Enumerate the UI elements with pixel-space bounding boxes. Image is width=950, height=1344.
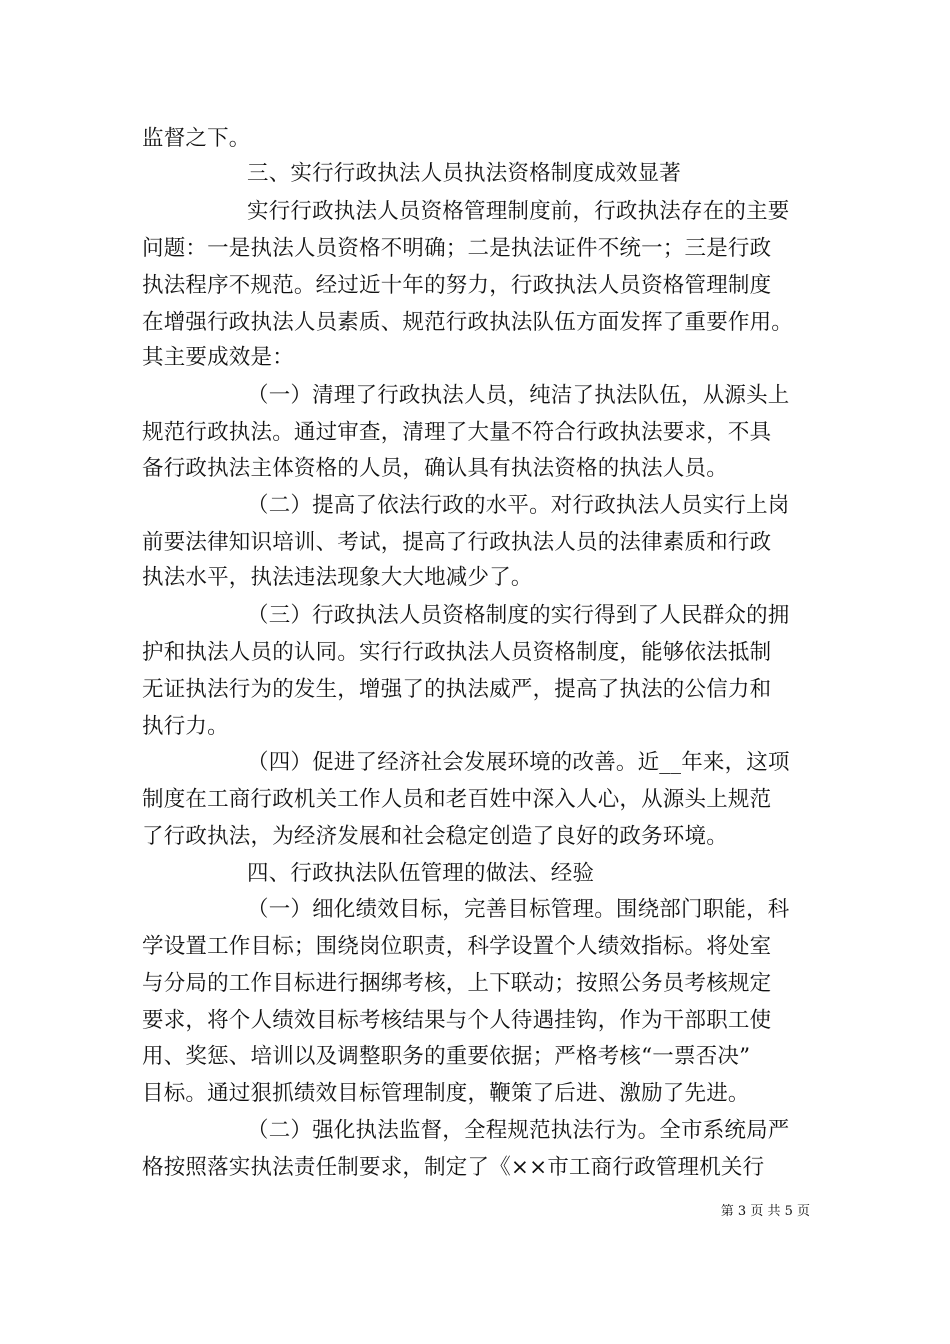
text-line: 前要法律知识培训、考试，提高了行政执法人员的法律素质和行政 — [142, 530, 772, 555]
text-line: 执行力。 — [142, 714, 229, 739]
text-line: 制度在工商行政机关工作人员和老百姓中深入人心，从源头上规范 — [142, 787, 772, 812]
text-line: （二）提高了依法行政的水平。对行政执法人员实行上岗 — [247, 493, 790, 518]
text-line: 护和执法人员的认同。实行行政执法人员资格制度，能够依法抵制 — [142, 640, 772, 665]
text-line: 执法水平，执法违法现象大大地减少了。 — [142, 565, 533, 590]
text-line: 格按照落实执法责任制要求，制定了《××市工商行政管理机关行 — [142, 1155, 765, 1180]
text-line: 用、奖惩、培训以及调整职务的重要依据；严格考核“一票否决” — [142, 1044, 751, 1069]
text-line: 要求，将个人绩效目标考核结果与个人待遇挂钩，作为干部职工使 — [142, 1008, 772, 1033]
text-line: 学设置工作目标；围绕岗位职责，科学设置个人绩效指标。将处室 — [142, 934, 772, 959]
text-line: 监督之下。 — [142, 126, 251, 151]
text-line: 与分局的工作目标进行捆绑考核，上下联动；按照公务员考核规定 — [142, 971, 772, 996]
text-line: 了行政执法，为经济发展和社会稳定创造了良好的政务环境。 — [142, 824, 728, 849]
text-line: 其主要成效是： — [142, 345, 294, 370]
text-line: 执法程序不规范。经过近十年的努力，行政执法人员资格管理制度 — [142, 273, 772, 298]
text-line: 规范行政执法。通过审查，清理了大量不符合行政执法要求，不具 — [142, 420, 772, 445]
text-line: （一）清理了行政执法人员，纯洁了执法队伍，从源头上 — [247, 383, 790, 408]
text-line: 问题：一是执法人员资格不明确；二是执法证件不统一；三是行政 — [142, 236, 772, 261]
page-number: 第 3 页 共 5 页 — [720, 1204, 810, 1219]
text-line: （一）细化绩效目标，完善目标管理。围绕部门职能，科 — [247, 897, 790, 922]
text-line: 实行行政执法人员资格管理制度前，行政执法存在的主要 — [247, 199, 790, 224]
text-line: （四）促进了经济社会发展环境的改善。近__年来，这项 — [247, 750, 790, 775]
section-heading: 三、实行行政执法人员执法资格制度成效显著 — [247, 161, 682, 186]
text-line: 无证执法行为的发生，增强了的执法威严，提高了执法的公信力和 — [142, 677, 772, 702]
text-line: 目标。通过狠抓绩效目标管理制度，鞭策了后进、激励了先进。 — [142, 1081, 750, 1106]
section-heading: 四、行政执法队伍管理的做法、经验 — [247, 861, 595, 886]
text-line: 备行政执法主体资格的人员，确认具有执法资格的执法人员。 — [142, 456, 728, 481]
text-line: 在增强行政执法人员素质、规范行政执法队伍方面发挥了重要作用。 — [142, 310, 794, 335]
text-line: （三）行政执法人员资格制度的实行得到了人民群众的拥 — [247, 603, 790, 628]
text-line: （二）强化执法监督，全程规范执法行为。全市系统局严 — [247, 1118, 790, 1143]
